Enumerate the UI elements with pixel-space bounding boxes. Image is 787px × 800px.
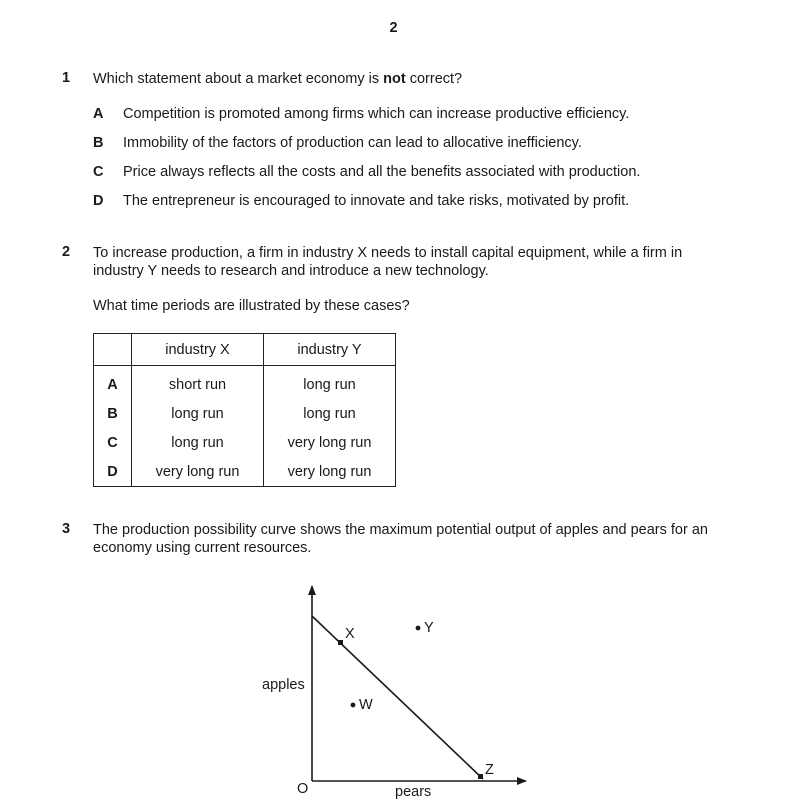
- table-header-industry-x: industry X: [132, 334, 264, 366]
- question-1-stem-start: Which statement about a market economy is: [93, 71, 384, 87]
- y-axis-label: apples: [262, 677, 305, 693]
- point-y-label: Y: [424, 620, 434, 636]
- table-cell-industry-x: long run: [132, 428, 264, 457]
- point-z-marker: [478, 774, 483, 779]
- question-1-stem-emphasis: not: [383, 71, 406, 87]
- question-1-option-a-text: Competition is promoted among firms which can increase productive efficiency.: [123, 106, 630, 122]
- point-x-marker: [338, 640, 343, 645]
- question-1-option-b-letter: B: [93, 135, 104, 151]
- question-1-option-d-text: The entrepreneur is encouraged to innovate and take risks, motivated by profit.: [123, 193, 630, 209]
- question-2-prompt: What time periods are illustrated by these cases?: [93, 298, 410, 314]
- question-1-option-c-text: Price always reflects all the costs and all the benefits associated with production.: [123, 164, 641, 180]
- question-3-stem: The production possibility curve shows the maximum potential output of apples and pears for an economy using current resources.: [93, 522, 708, 556]
- question-1-option-d-letter: D: [93, 193, 104, 209]
- table-row-letter: B: [94, 399, 132, 428]
- origin-label: O: [297, 781, 309, 797]
- table-header-industry-y: industry Y: [264, 334, 396, 366]
- table-cell-industry-x: short run: [132, 366, 264, 400]
- point-x-label: X: [345, 626, 355, 642]
- table-cell-industry-y: long run: [264, 399, 396, 428]
- page-number: 2: [389, 20, 398, 36]
- table-cell-industry-y: very long run: [264, 428, 396, 457]
- point-y-marker: [416, 626, 421, 631]
- question-1-stem-end: correct?: [405, 71, 463, 87]
- question-2-number: 2: [62, 244, 71, 260]
- table-cell-industry-y: very long run: [264, 457, 396, 487]
- production-possibility-curve: [312, 616, 483, 779]
- question-2-stem: To increase production, a firm in industry X needs to install capital equipment, while a firm in industry Y needs to research and introduce a new technology.: [93, 245, 683, 279]
- question-3-number: 3: [62, 521, 71, 537]
- table-row-letter: C: [94, 428, 132, 457]
- question-1-option-b-text: Immobility of the factors of production can lead to allocative inefficiency.: [123, 135, 582, 151]
- point-w-label: W: [359, 697, 373, 713]
- x-axis-label: pears: [395, 784, 432, 800]
- table-cell-industry-x: very long run: [132, 457, 264, 487]
- table-row-letter: A: [94, 366, 132, 400]
- table-row-letter: D: [94, 457, 132, 487]
- question-1-option-a-letter: A: [93, 106, 104, 122]
- point-z-label: Z: [485, 762, 494, 778]
- table-cell-industry-y: long run: [264, 366, 396, 400]
- question-1-number: 1: [62, 70, 71, 86]
- table-cell-industry-x: long run: [132, 399, 264, 428]
- point-w-marker: [351, 703, 356, 708]
- question-1-option-c-letter: C: [93, 164, 104, 180]
